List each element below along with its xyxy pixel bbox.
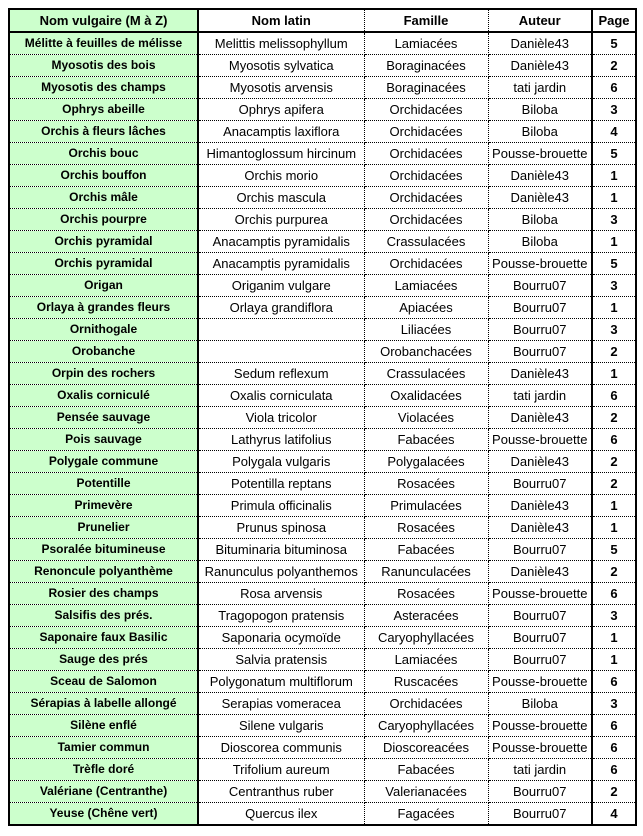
cell-page: 6 bbox=[592, 429, 636, 451]
cell-nom-latin: Prunus spinosa bbox=[198, 517, 364, 539]
table-row bbox=[9, 517, 636, 539]
cell-auteur: Pousse-brouette bbox=[488, 429, 592, 451]
cell-nom-vulgaire: Valériane (Centranthe) bbox=[9, 781, 198, 803]
cell-famille: Orchidacées bbox=[364, 165, 488, 187]
cell-nom-vulgaire: Ornithogale bbox=[9, 319, 198, 341]
cell-page: 2 bbox=[592, 407, 636, 429]
cell-auteur: Danièle43 bbox=[488, 165, 592, 187]
cell-famille: Fabacées bbox=[364, 539, 488, 561]
column-header-nom-latin: Nom latin bbox=[198, 9, 364, 32]
cell-nom-vulgaire: Pois sauvage bbox=[9, 429, 198, 451]
table-row bbox=[9, 253, 636, 275]
cell-nom-vulgaire: Mélitte à feuilles de mélisse bbox=[9, 32, 198, 55]
table-header bbox=[9, 9, 636, 32]
table-row bbox=[9, 781, 636, 803]
cell-nom-latin: Serapias vomeracea bbox=[198, 693, 364, 715]
cell-nom-latin: Myosotis arvensis bbox=[198, 77, 364, 99]
cell-nom-vulgaire: Orchis pyramidal bbox=[9, 253, 198, 275]
cell-nom-latin: Viola tricolor bbox=[198, 407, 364, 429]
cell-page: 6 bbox=[592, 77, 636, 99]
cell-page: 1 bbox=[592, 627, 636, 649]
cell-page: 5 bbox=[592, 253, 636, 275]
cell-famille: Orchidacées bbox=[364, 209, 488, 231]
cell-nom-vulgaire: Orchis bouc bbox=[9, 143, 198, 165]
cell-famille: Orobanchacées bbox=[364, 341, 488, 363]
cell-auteur: Danièle43 bbox=[488, 517, 592, 539]
cell-nom-vulgaire: Rosier des champs bbox=[9, 583, 198, 605]
cell-auteur: Bourru07 bbox=[488, 341, 592, 363]
cell-nom-vulgaire: Orchis bouffon bbox=[9, 165, 198, 187]
cell-nom-latin: Trifolium aureum bbox=[198, 759, 364, 781]
cell-famille: Apiacées bbox=[364, 297, 488, 319]
table-row bbox=[9, 803, 636, 826]
cell-famille: Lamiacées bbox=[364, 275, 488, 297]
table-row bbox=[9, 77, 636, 99]
cell-nom-latin: Tragopogon pratensis bbox=[198, 605, 364, 627]
cell-nom-vulgaire: Silène enflé bbox=[9, 715, 198, 737]
cell-auteur: Danièle43 bbox=[488, 187, 592, 209]
cell-nom-vulgaire: Salsifis des prés. bbox=[9, 605, 198, 627]
table-row bbox=[9, 319, 636, 341]
cell-page: 3 bbox=[592, 693, 636, 715]
cell-page: 5 bbox=[592, 32, 636, 55]
cell-page: 3 bbox=[592, 209, 636, 231]
cell-auteur: Pousse-brouette bbox=[488, 583, 592, 605]
table-row bbox=[9, 759, 636, 781]
column-header-famille: Famille bbox=[364, 9, 488, 32]
cell-auteur: Danièle43 bbox=[488, 561, 592, 583]
table-row bbox=[9, 121, 636, 143]
cell-nom-vulgaire: Psoralée bitumineuse bbox=[9, 539, 198, 561]
cell-page: 2 bbox=[592, 561, 636, 583]
cell-nom-latin bbox=[198, 341, 364, 363]
header-row bbox=[9, 9, 636, 32]
cell-famille: Violacées bbox=[364, 407, 488, 429]
table-row bbox=[9, 715, 636, 737]
cell-nom-vulgaire: Orpin des rochers bbox=[9, 363, 198, 385]
cell-auteur: Biloba bbox=[488, 99, 592, 121]
cell-auteur: Bourru07 bbox=[488, 649, 592, 671]
cell-famille: Lamiacées bbox=[364, 649, 488, 671]
table-row bbox=[9, 627, 636, 649]
cell-page: 5 bbox=[592, 143, 636, 165]
cell-nom-latin bbox=[198, 319, 364, 341]
table-row bbox=[9, 583, 636, 605]
cell-auteur: Bourru07 bbox=[488, 605, 592, 627]
cell-nom-latin: Silene vulgaris bbox=[198, 715, 364, 737]
table-row bbox=[9, 55, 636, 77]
cell-nom-latin: Dioscorea communis bbox=[198, 737, 364, 759]
cell-auteur: tati jardin bbox=[488, 77, 592, 99]
cell-famille: Rosacées bbox=[364, 473, 488, 495]
cell-nom-latin: Orchis purpurea bbox=[198, 209, 364, 231]
cell-auteur: Pousse-brouette bbox=[488, 715, 592, 737]
table-row bbox=[9, 209, 636, 231]
table-row bbox=[9, 297, 636, 319]
cell-famille: Orchidacées bbox=[364, 121, 488, 143]
cell-page: 2 bbox=[592, 781, 636, 803]
plant-index-table bbox=[8, 8, 637, 826]
table-row bbox=[9, 143, 636, 165]
cell-auteur: Pousse-brouette bbox=[488, 253, 592, 275]
cell-auteur: Bourru07 bbox=[488, 275, 592, 297]
cell-famille: Liliacées bbox=[364, 319, 488, 341]
cell-page: 1 bbox=[592, 297, 636, 319]
cell-auteur: Danièle43 bbox=[488, 363, 592, 385]
cell-auteur: Pousse-brouette bbox=[488, 143, 592, 165]
cell-auteur: Biloba bbox=[488, 209, 592, 231]
cell-famille: Dioscoreacées bbox=[364, 737, 488, 759]
cell-nom-vulgaire: Orchis pourpre bbox=[9, 209, 198, 231]
cell-nom-vulgaire: Prunelier bbox=[9, 517, 198, 539]
cell-page: 2 bbox=[592, 473, 636, 495]
cell-auteur: Biloba bbox=[488, 693, 592, 715]
cell-page: 6 bbox=[592, 737, 636, 759]
column-header-auteur: Auteur bbox=[488, 9, 592, 32]
cell-page: 4 bbox=[592, 803, 636, 826]
cell-nom-vulgaire: Sceau de Salomon bbox=[9, 671, 198, 693]
table-row bbox=[9, 495, 636, 517]
cell-page: 1 bbox=[592, 649, 636, 671]
cell-famille: Caryophyllacées bbox=[364, 715, 488, 737]
table-body bbox=[9, 32, 636, 825]
cell-page: 3 bbox=[592, 275, 636, 297]
table-row bbox=[9, 649, 636, 671]
cell-famille: Ranunculacées bbox=[364, 561, 488, 583]
table-row bbox=[9, 231, 636, 253]
cell-page: 6 bbox=[592, 759, 636, 781]
cell-auteur: Pousse-brouette bbox=[488, 737, 592, 759]
cell-famille: Fagacées bbox=[364, 803, 488, 826]
cell-nom-latin: Polygonatum multiflorum bbox=[198, 671, 364, 693]
cell-auteur: Bourru07 bbox=[488, 803, 592, 826]
cell-auteur: Pousse-brouette bbox=[488, 671, 592, 693]
cell-page: 3 bbox=[592, 319, 636, 341]
cell-auteur: Danièle43 bbox=[488, 55, 592, 77]
table-row bbox=[9, 473, 636, 495]
cell-nom-vulgaire: Orchis pyramidal bbox=[9, 231, 198, 253]
cell-famille: Boraginacées bbox=[364, 77, 488, 99]
cell-nom-latin: Ranunculus polyanthemos bbox=[198, 561, 364, 583]
cell-nom-latin: Bituminaria bituminosa bbox=[198, 539, 364, 561]
cell-nom-vulgaire: Primevère bbox=[9, 495, 198, 517]
cell-famille: Rosacées bbox=[364, 583, 488, 605]
cell-nom-vulgaire: Orobanche bbox=[9, 341, 198, 363]
cell-famille: Fabacées bbox=[364, 759, 488, 781]
cell-nom-vulgaire: Trèfle doré bbox=[9, 759, 198, 781]
cell-page: 1 bbox=[592, 363, 636, 385]
cell-nom-latin: Polygala vulgaris bbox=[198, 451, 364, 473]
cell-nom-vulgaire: Renoncule polyanthème bbox=[9, 561, 198, 583]
cell-nom-latin: Salvia pratensis bbox=[198, 649, 364, 671]
cell-auteur: tati jardin bbox=[488, 385, 592, 407]
cell-nom-latin: Centranthus ruber bbox=[198, 781, 364, 803]
cell-page: 6 bbox=[592, 715, 636, 737]
cell-famille: Polygalacées bbox=[364, 451, 488, 473]
cell-nom-latin: Myosotis sylvatica bbox=[198, 55, 364, 77]
cell-nom-vulgaire: Orchis à fleurs lâches bbox=[9, 121, 198, 143]
cell-nom-vulgaire: Ophrys abeille bbox=[9, 99, 198, 121]
cell-nom-latin: Anacamptis pyramidalis bbox=[198, 231, 364, 253]
cell-famille: Orchidacées bbox=[364, 99, 488, 121]
cell-auteur: Danièle43 bbox=[488, 32, 592, 55]
cell-page: 1 bbox=[592, 517, 636, 539]
cell-nom-latin: Lathyrus latifolius bbox=[198, 429, 364, 451]
cell-nom-latin: Quercus ilex bbox=[198, 803, 364, 826]
cell-auteur: Bourru07 bbox=[488, 319, 592, 341]
cell-nom-vulgaire: Oxalis corniculé bbox=[9, 385, 198, 407]
cell-famille: Orchidacées bbox=[364, 693, 488, 715]
cell-nom-vulgaire: Sauge des prés bbox=[9, 649, 198, 671]
table-row bbox=[9, 539, 636, 561]
table-row bbox=[9, 341, 636, 363]
cell-nom-vulgaire: Myosotis des champs bbox=[9, 77, 198, 99]
cell-page: 1 bbox=[592, 187, 636, 209]
cell-auteur: Danièle43 bbox=[488, 451, 592, 473]
cell-nom-latin: Ophrys apifera bbox=[198, 99, 364, 121]
table-row bbox=[9, 561, 636, 583]
cell-page: 2 bbox=[592, 55, 636, 77]
cell-nom-latin: Sedum reflexum bbox=[198, 363, 364, 385]
cell-page: 1 bbox=[592, 165, 636, 187]
cell-famille: Boraginacées bbox=[364, 55, 488, 77]
table-row bbox=[9, 187, 636, 209]
cell-auteur: Danièle43 bbox=[488, 495, 592, 517]
cell-page: 3 bbox=[592, 605, 636, 627]
cell-auteur: Bourru07 bbox=[488, 473, 592, 495]
table-row bbox=[9, 737, 636, 759]
table-row bbox=[9, 693, 636, 715]
cell-nom-latin: Orlaya grandiflora bbox=[198, 297, 364, 319]
cell-nom-latin: Himantoglossum hircinum bbox=[198, 143, 364, 165]
cell-auteur: Bourru07 bbox=[488, 297, 592, 319]
cell-famille: Orchidacées bbox=[364, 143, 488, 165]
cell-nom-latin: Potentilla reptans bbox=[198, 473, 364, 495]
cell-page: 5 bbox=[592, 539, 636, 561]
cell-auteur: Bourru07 bbox=[488, 627, 592, 649]
cell-nom-latin: Primula officinalis bbox=[198, 495, 364, 517]
column-header-page: Page bbox=[592, 9, 636, 32]
cell-nom-vulgaire: Myosotis des bois bbox=[9, 55, 198, 77]
cell-page: 2 bbox=[592, 341, 636, 363]
cell-nom-vulgaire: Pensée sauvage bbox=[9, 407, 198, 429]
cell-page: 6 bbox=[592, 385, 636, 407]
cell-famille: Asteracées bbox=[364, 605, 488, 627]
cell-famille: Ruscacées bbox=[364, 671, 488, 693]
cell-page: 4 bbox=[592, 121, 636, 143]
table-row bbox=[9, 363, 636, 385]
cell-famille: Caryophyllacées bbox=[364, 627, 488, 649]
table-row bbox=[9, 99, 636, 121]
table-row bbox=[9, 275, 636, 297]
cell-nom-latin: Origanim vulgare bbox=[198, 275, 364, 297]
cell-nom-vulgaire: Yeuse (Chêne vert) bbox=[9, 803, 198, 826]
table-row bbox=[9, 407, 636, 429]
cell-auteur: Bourru07 bbox=[488, 539, 592, 561]
table-row bbox=[9, 165, 636, 187]
cell-famille: Fabacées bbox=[364, 429, 488, 451]
cell-nom-vulgaire: Tamier commun bbox=[9, 737, 198, 759]
cell-famille: Orchidacées bbox=[364, 187, 488, 209]
cell-page: 1 bbox=[592, 495, 636, 517]
cell-nom-latin: Saponaria ocymoïde bbox=[198, 627, 364, 649]
cell-nom-latin: Melittis melissophyllum bbox=[198, 32, 364, 55]
cell-page: 2 bbox=[592, 451, 636, 473]
column-header-nom-vulgaire: Nom vulgaire (M à Z) bbox=[9, 9, 198, 32]
cell-nom-latin: Anacamptis pyramidalis bbox=[198, 253, 364, 275]
cell-nom-vulgaire: Orlaya à grandes fleurs bbox=[9, 297, 198, 319]
cell-famille: Crassulacées bbox=[364, 231, 488, 253]
cell-page: 1 bbox=[592, 231, 636, 253]
cell-famille: Rosacées bbox=[364, 517, 488, 539]
cell-famille: Lamiacées bbox=[364, 32, 488, 55]
table-row bbox=[9, 32, 636, 55]
cell-famille: Crassulacées bbox=[364, 363, 488, 385]
cell-famille: Primulacées bbox=[364, 495, 488, 517]
table-row bbox=[9, 429, 636, 451]
cell-nom-vulgaire: Potentille bbox=[9, 473, 198, 495]
table-row bbox=[9, 451, 636, 473]
cell-auteur: Bourru07 bbox=[488, 781, 592, 803]
cell-nom-vulgaire: Saponaire faux Basilic bbox=[9, 627, 198, 649]
cell-page: 3 bbox=[592, 99, 636, 121]
cell-nom-vulgaire: Origan bbox=[9, 275, 198, 297]
cell-famille: Oxalidacées bbox=[364, 385, 488, 407]
cell-auteur: tati jardin bbox=[488, 759, 592, 781]
table-row bbox=[9, 671, 636, 693]
table-row bbox=[9, 605, 636, 627]
cell-nom-vulgaire: Polygale commune bbox=[9, 451, 198, 473]
cell-nom-latin: Orchis mascula bbox=[198, 187, 364, 209]
cell-auteur: Biloba bbox=[488, 231, 592, 253]
cell-auteur: Biloba bbox=[488, 121, 592, 143]
table-row bbox=[9, 385, 636, 407]
cell-auteur: Danièle43 bbox=[488, 407, 592, 429]
cell-nom-latin: Orchis morio bbox=[198, 165, 364, 187]
cell-famille: Valerianacées bbox=[364, 781, 488, 803]
cell-nom-vulgaire: Orchis mâle bbox=[9, 187, 198, 209]
cell-famille: Orchidacées bbox=[364, 253, 488, 275]
cell-nom-latin: Oxalis corniculata bbox=[198, 385, 364, 407]
cell-nom-latin: Anacamptis laxiflora bbox=[198, 121, 364, 143]
cell-nom-vulgaire: Sérapias à labelle allongé bbox=[9, 693, 198, 715]
cell-page: 6 bbox=[592, 671, 636, 693]
cell-page: 6 bbox=[592, 583, 636, 605]
cell-nom-latin: Rosa arvensis bbox=[198, 583, 364, 605]
